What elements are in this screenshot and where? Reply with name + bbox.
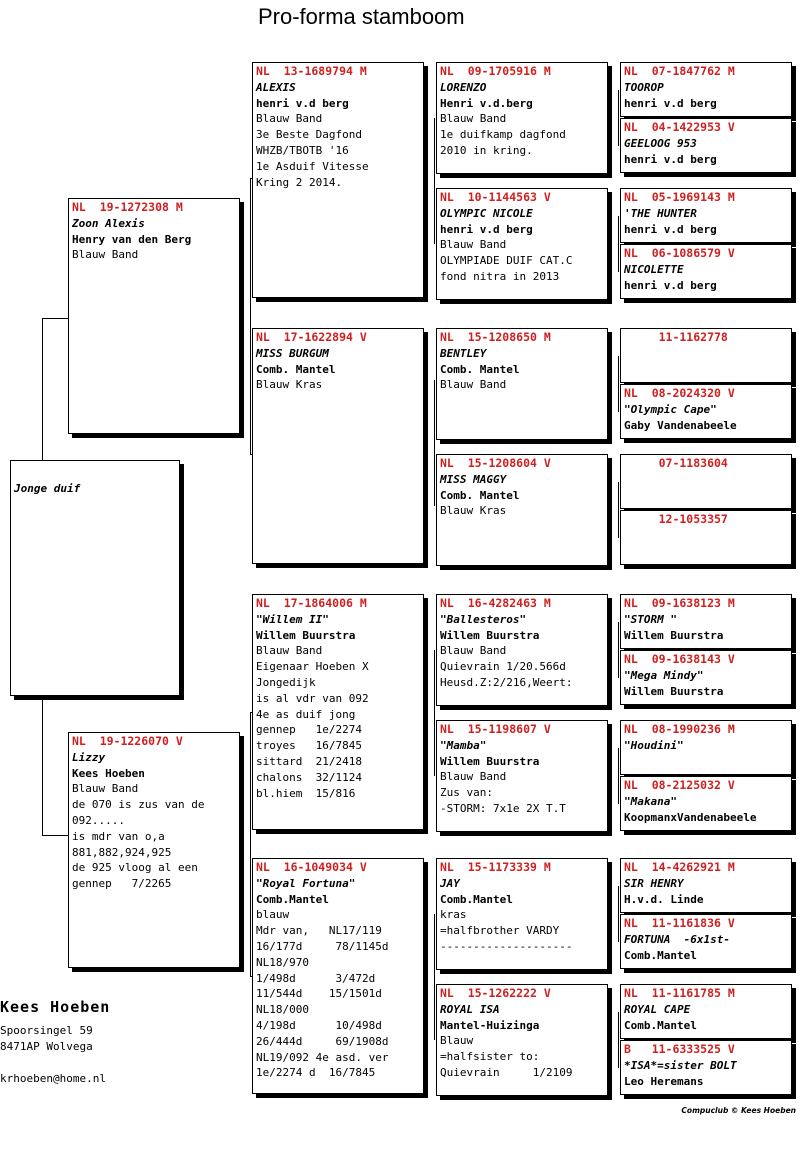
pigeon-card-g03	[620, 188, 792, 243]
card-line: Quievrain 1/2109	[440, 1065, 573, 1079]
card-line: Blauw Band	[440, 112, 507, 126]
card-line: =halfsister to:	[440, 1050, 540, 1064]
pigeon-name: Lizzy	[72, 750, 106, 764]
pigeon-name: Jonge duif	[14, 482, 81, 495]
connector-line	[250, 712, 252, 713]
card-line: Quievrain 1/20.566d	[440, 660, 566, 674]
card-line: is mdr van o,a	[72, 829, 165, 843]
card-line: Blauw Band	[440, 770, 507, 784]
connector-line	[42, 835, 68, 836]
pigeon-card-g12	[620, 776, 792, 831]
card-line: Blauw Band	[440, 378, 507, 392]
owner-name: henri v.d berg	[624, 96, 717, 110]
owner-name: Comb.Mantel	[624, 948, 697, 962]
pigeon-card-g06	[620, 384, 792, 439]
card-line: 1e/2274 d 16/7845	[256, 1066, 376, 1080]
pigeon-name: TOOROP	[624, 80, 664, 94]
card-line: chalons 32/1124	[256, 770, 362, 784]
card-line: de 925 vloog al een	[72, 861, 198, 875]
connector-line	[250, 178, 251, 454]
connector-line	[250, 454, 252, 455]
pigeon-name: "Houdini"	[624, 738, 684, 752]
connector-line	[434, 380, 435, 506]
card-line: fond nitra in 2013	[440, 269, 560, 283]
owner-name: henri v.d berg	[624, 222, 717, 236]
pigeon-name: OLYMPIC NICOLE	[440, 206, 533, 220]
card-line: Mdr van, NL17/119	[256, 924, 382, 938]
connector-line	[250, 712, 251, 976]
owner-name: Comb.Mantel	[624, 1018, 697, 1032]
card-line: troyes 16/7845	[256, 739, 362, 753]
card-line: NL18/000	[256, 1003, 309, 1017]
ring-number: NL 16-4282463 M	[440, 596, 551, 610]
card-line: =halfbrother VARDY	[440, 924, 560, 938]
card-line: 4/198d 10/498d	[256, 1018, 382, 1032]
card-line: bl.hiem 15/816	[256, 786, 356, 800]
card-line: is al vdr van 092	[256, 691, 369, 705]
breeder-email[interactable]: krhoeben@home.nl	[0, 1072, 106, 1085]
card-line: 4e as duif jong	[256, 707, 356, 721]
card-line: Blauw Band	[256, 644, 323, 658]
owner-name: Kees Hoeben	[72, 766, 145, 780]
card-line: 1/498d 3/472d	[256, 971, 376, 985]
card-line: gennep 1e/2274	[256, 723, 362, 737]
connector-line	[434, 118, 435, 244]
connector-line	[618, 1012, 619, 1068]
ring-number: NL 17-1622894 V	[256, 330, 367, 344]
card-line: Blauw Band	[72, 248, 139, 262]
pigeon-card-mff	[436, 594, 608, 706]
ring-number: NL 15-1208650 M	[440, 330, 551, 344]
owner-name: Gaby Vandenabeele	[624, 418, 737, 432]
card-line: gennep 7/2265	[72, 877, 172, 891]
connector-line	[618, 886, 619, 942]
ring-number: NL 15-1208604 V	[440, 456, 551, 470]
pigeon-card-g11	[620, 720, 792, 775]
ring-number: NL 15-1262222 V	[440, 986, 551, 1000]
pigeon-name: "Ballesteros"	[440, 612, 527, 626]
card-line: Blauw Band	[440, 644, 507, 658]
ring-number: 07-1183604	[624, 456, 728, 470]
pigeon-card-g09	[620, 594, 792, 649]
connector-line	[434, 650, 435, 776]
pigeon-card-fm	[252, 328, 424, 564]
pigeon-name: "Makana"	[624, 794, 677, 808]
card-line: 26/444d 69/1908d	[256, 1034, 389, 1048]
card-line: Blauw Kras	[440, 504, 507, 518]
pigeon-card-mmf	[436, 858, 608, 970]
card-line: 881,882,924,925	[72, 845, 172, 859]
ring-number: NL 13-1689794 M	[256, 64, 367, 78]
owner-name: Willem Buurstra	[440, 754, 540, 768]
card-line: Blauw Band	[256, 112, 323, 126]
pigeon-card-fmm	[436, 454, 608, 566]
pigeon-name: "STORM "	[624, 612, 677, 626]
card-line: NL19/092 4e asd. ver	[256, 1050, 389, 1064]
pigeon-card-g01	[620, 62, 792, 117]
owner-name: Willem Buurstra	[624, 628, 724, 642]
owner-name: Comb. Mantel	[440, 362, 520, 376]
card-line: 1e Asduif Vitesse	[256, 159, 369, 173]
card-line: 2010 in kring.	[440, 143, 533, 157]
pigeon-name: ROYAL CAPE	[624, 1002, 691, 1016]
pigeon-card-g16	[620, 1040, 792, 1095]
pigeon-card-g07	[620, 454, 792, 509]
pigeon-card-mf	[252, 594, 424, 830]
card-line: Zus van:	[440, 786, 493, 800]
pigeon-name: LORENZO	[440, 80, 487, 94]
card-line: WHZB/TBOTB '16	[256, 143, 349, 157]
owner-name: Comb.Mantel	[256, 892, 329, 906]
ring-number: NL 10-1144563 V	[440, 190, 551, 204]
owner-name: Mantel-Huizinga	[440, 1018, 540, 1032]
card-line: sittard 21/2418	[256, 754, 362, 768]
pigeon-card-mmm	[436, 984, 608, 1096]
ring-number: NL 17-1864006 M	[256, 596, 367, 610]
owner-name: henri v.d berg	[440, 222, 533, 236]
owner-name: Henri v.d.berg	[440, 96, 533, 110]
pigeon-name: Zoon Alexis	[72, 216, 145, 230]
connector-line	[250, 178, 252, 179]
owner-name: Willem Buurstra	[440, 628, 540, 642]
connector-line	[250, 976, 252, 977]
pigeon-name: ROYAL ISA	[440, 1002, 500, 1016]
card-line: OLYMPIADE DUIF CAT.C	[440, 254, 573, 268]
ring-number: NL 07-1847762 M	[624, 64, 735, 78]
card-line: Blauw Kras	[256, 378, 323, 392]
pigeon-card-fmf	[436, 328, 608, 440]
pigeon-card-g08	[620, 510, 792, 565]
connector-line	[618, 622, 619, 678]
card-line: 16/177d 78/1145d	[256, 939, 389, 953]
card-line: --------------------	[440, 939, 573, 953]
card-line: Blauw Band	[440, 238, 507, 252]
owner-name: Leo Heremans	[624, 1074, 704, 1088]
card-line: Heusd.Z:2/216,Weert:	[440, 675, 573, 689]
card-line: blauw	[256, 908, 290, 922]
breeder-street: Spoorsingel 59	[0, 1024, 93, 1037]
breeder-city: 8471AP Wolvega	[0, 1040, 93, 1053]
pigeon-card-ffm	[436, 188, 608, 300]
pigeon-name: *ISA*=sister BOLT	[624, 1058, 737, 1072]
pigeon-card-g13	[620, 858, 792, 913]
ring-number: NL 06-1086579 V	[624, 246, 735, 260]
card-line: -STORM: 7x1e 2X T.T	[440, 801, 566, 815]
connector-line	[618, 216, 619, 272]
ring-number: NL 08-2024320 V	[624, 386, 735, 400]
owner-name: Willem Buurstra	[256, 628, 356, 642]
card-line: 092.....	[72, 813, 125, 827]
ring-number: NL 04-1422953 V	[624, 120, 735, 134]
owner-name: henri v.d berg	[624, 278, 717, 292]
ring-number: NL 11-1161785 M	[624, 986, 735, 1000]
ring-number: 11-1162778	[624, 330, 728, 344]
pigeon-card-fff	[436, 62, 608, 174]
pigeon-name: GEELOOG 953	[624, 136, 697, 150]
pigeon-name: FORTUNA -6x1st-	[624, 932, 730, 946]
pigeon-name: "Willem II"	[256, 612, 329, 626]
card-line: NL18/970	[256, 955, 309, 969]
card-line: kras	[440, 908, 467, 922]
connector-line	[42, 318, 68, 319]
owner-name: Henry van den Berg	[72, 232, 192, 246]
pigeon-card-g02	[620, 118, 792, 173]
ring-number: NL 09-1705916 M	[440, 64, 551, 78]
card-line: Kring 2 2014.	[256, 175, 343, 189]
owner-name: henri v.d berg	[624, 152, 717, 166]
pigeon-name: "Royal Fortuna"	[256, 876, 356, 890]
pigeon-card-g04	[620, 244, 792, 299]
credit: Compuclub © Kees Hoeben	[681, 1106, 796, 1115]
pigeon-name: ALEXIS	[256, 80, 296, 94]
owner-name: Willem Buurstra	[624, 684, 724, 698]
ring-number: NL 19-1272308 M	[72, 200, 183, 214]
pigeon-name: "Mamba"	[440, 738, 487, 752]
connector-line	[434, 914, 435, 1040]
pigeon-name: SIR HENRY	[624, 876, 684, 890]
connector-line	[42, 318, 43, 460]
pigeon-card-mfm	[436, 720, 608, 832]
ring-number: NL 09-1638143 V	[624, 652, 735, 666]
connector-line	[618, 356, 619, 412]
connector-line	[42, 696, 43, 836]
ring-number: NL 15-1173339 M	[440, 860, 551, 874]
pigeon-name: BENTLEY	[440, 346, 487, 360]
breeder-name: Kees Hoeben	[0, 998, 111, 1016]
card-line: 11/544d 15/1501d	[256, 987, 382, 1001]
ring-number: NL 09-1638123 M	[624, 596, 735, 610]
owner-name: Comb.Mantel	[440, 892, 513, 906]
ring-number: 12-1053357	[624, 512, 728, 526]
pigeon-card-mm	[252, 858, 424, 1094]
pigeon-card-father	[68, 198, 240, 434]
page-title: Pro-forma stamboom	[258, 4, 465, 29]
pigeon-card-g14	[620, 914, 792, 969]
card-line: 1e duifkamp dagfond	[440, 128, 566, 142]
pigeon-card-g15	[620, 984, 792, 1039]
pigeon-card-g10	[620, 650, 792, 705]
ring-number: NL 11-1161836 V	[624, 916, 735, 930]
card-line: de 070 is zus van de	[72, 798, 205, 812]
pigeon-name: NICOLETTE	[624, 262, 684, 276]
pigeon-name: JAY	[440, 876, 460, 890]
owner-name: Comb. Mantel	[440, 488, 520, 502]
ring-number: NL 15-1198607 V	[440, 722, 551, 736]
ring-number: B 11-6333525 V	[624, 1042, 735, 1056]
pigeon-card-mother	[68, 732, 240, 968]
connector-line	[618, 482, 619, 538]
ring-number: NL 05-1969143 M	[624, 190, 735, 204]
pigeon-card-subject	[10, 460, 180, 696]
pigeon-name: MISS MAGGY	[440, 472, 507, 486]
card-line: Blauw Band	[72, 782, 139, 796]
card-line: 3e Beste Dagfond	[256, 128, 362, 142]
ring-number: NL 14-4262921 M	[624, 860, 735, 874]
connector-line	[618, 748, 619, 804]
card-line: Blauw	[440, 1034, 474, 1048]
ring-number: NL 16-1049034 V	[256, 860, 367, 874]
pigeon-name: "Olympic Cape"	[624, 402, 717, 416]
ring-number: NL 08-2125032 V	[624, 778, 735, 792]
card-line: Eigenaar Hoeben X	[256, 660, 369, 674]
pigeon-card-g05	[620, 328, 792, 383]
connector-line	[618, 90, 619, 146]
pigeon-card-ff	[252, 62, 424, 298]
pigeon-name: MISS BURGUM	[256, 346, 329, 360]
ring-number: NL 08-1990236 M	[624, 722, 735, 736]
owner-name: KoopmanxVandenabeele	[624, 810, 757, 824]
owner-name: H.v.d. Linde	[624, 892, 704, 906]
ring-number: NL 19-1226070 V	[72, 734, 183, 748]
card-line: Jongedijk	[256, 675, 316, 689]
owner-name: henri v.d berg	[256, 96, 349, 110]
pigeon-name: "Mega Mindy"	[624, 668, 704, 682]
pigeon-name: 'THE HUNTER	[624, 206, 697, 220]
owner-name: Comb. Mantel	[256, 362, 336, 376]
